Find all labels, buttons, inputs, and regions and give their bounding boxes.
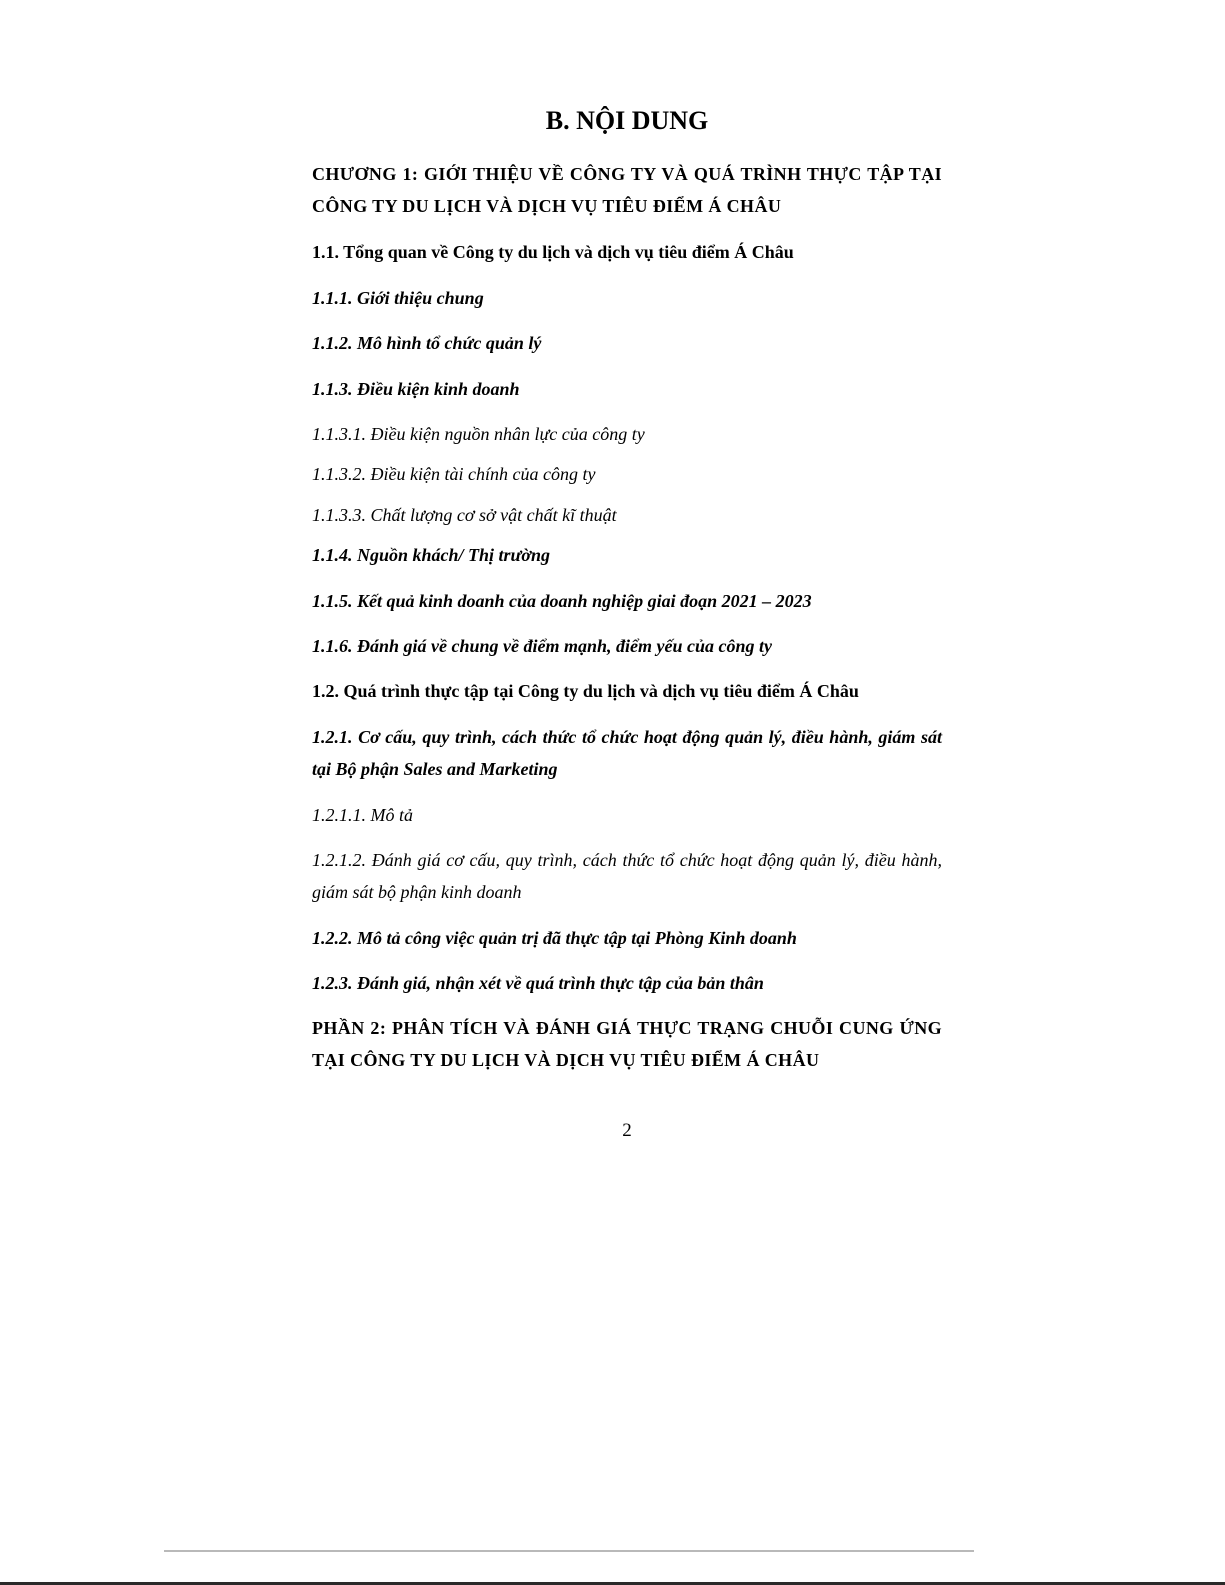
- toc-subsection-1-1-5: 1.1.5. Kết quả kinh doanh của doanh nghiệp giai đoạn 2021 – 2023: [312, 591, 812, 611]
- page-title: B. NỘI DUNG: [545, 106, 709, 135]
- toc-subsection-1-2-1: 1.2.1. Cơ cấu, quy trình, cách thức tổ chức hoạt động quản lý, điều hành, giám sát tại Bộ phận Sales and Marketing: [312, 727, 942, 779]
- page-number: 2: [622, 1120, 632, 1141]
- toc-subsubsection-1-1-3-2: 1.1.3.2. Điều kiện tài chính của công ty: [312, 464, 596, 484]
- toc-subsection-1-2-2: 1.2.2. Mô tả công việc quản trị đã thực tập tại Phòng Kinh doanh: [312, 928, 797, 948]
- toc-subsection-1-1-4: 1.1.4. Nguồn khách/ Thị trường: [312, 545, 550, 565]
- toc-subsection-1-1-3: 1.1.3. Điều kiện kinh doanh: [312, 379, 520, 399]
- toc-part-2: PHẦN 2: PHÂN TÍCH VÀ ĐÁNH GIÁ THỰC TRẠNG CHUỖI CUNG ỨNG TẠI CÔNG TY DU LỊCH VÀ DỊCH VỤ TIÊU ĐIỂM Á CHÂU: [312, 1018, 942, 1070]
- toc-subsection-1-1-2: 1.1.2. Mô hình tổ chức quản lý: [312, 333, 542, 353]
- toc-subsubsection-1-1-3-1: 1.1.3.1. Điều kiện nguồn nhân lực của công ty: [312, 424, 645, 444]
- toc-subsubsection-1-2-1-1: 1.2.1.1. Mô tả: [312, 805, 413, 825]
- toc-section-1-2: 1.2. Quá trình thực tập tại Công ty du lịch và dịch vụ tiêu điểm Á Châu: [312, 681, 859, 701]
- toc-subsection-1-1-6: 1.1.6. Đánh giá về chung về điểm mạnh, điểm yếu của công ty: [312, 636, 772, 656]
- toc-section-1-1: 1.1. Tổng quan về Công ty du lịch và dịch vụ tiêu điểm Á Châu: [312, 242, 794, 262]
- toc-subsection-1-1-1: 1.1.1. Giới thiệu chung: [312, 288, 484, 308]
- toc-subsubsection-1-2-1-2: 1.2.1.2. Đánh giá cơ cấu, quy trình, cách thức tổ chức hoạt động quản lý, điều hành, giám sát bộ phận kinh doanh: [312, 850, 942, 902]
- toc-chapter-1: CHƯƠNG 1: GIỚI THIỆU VỀ CÔNG TY VÀ QUÁ TRÌNH THỰC TẬP TẠI CÔNG TY DU LỊCH VÀ DỊCH VỤ TIÊU ĐIỂM Á CHÂU: [312, 164, 942, 216]
- page-divider: [164, 1550, 974, 1552]
- toc-subsubsection-1-1-3-3: 1.1.3.3. Chất lượng cơ sở vật chất kĩ thuật: [312, 505, 617, 525]
- toc-subsection-1-2-3: 1.2.3. Đánh giá, nhận xét về quá trình thực tập của bản thân: [312, 973, 764, 993]
